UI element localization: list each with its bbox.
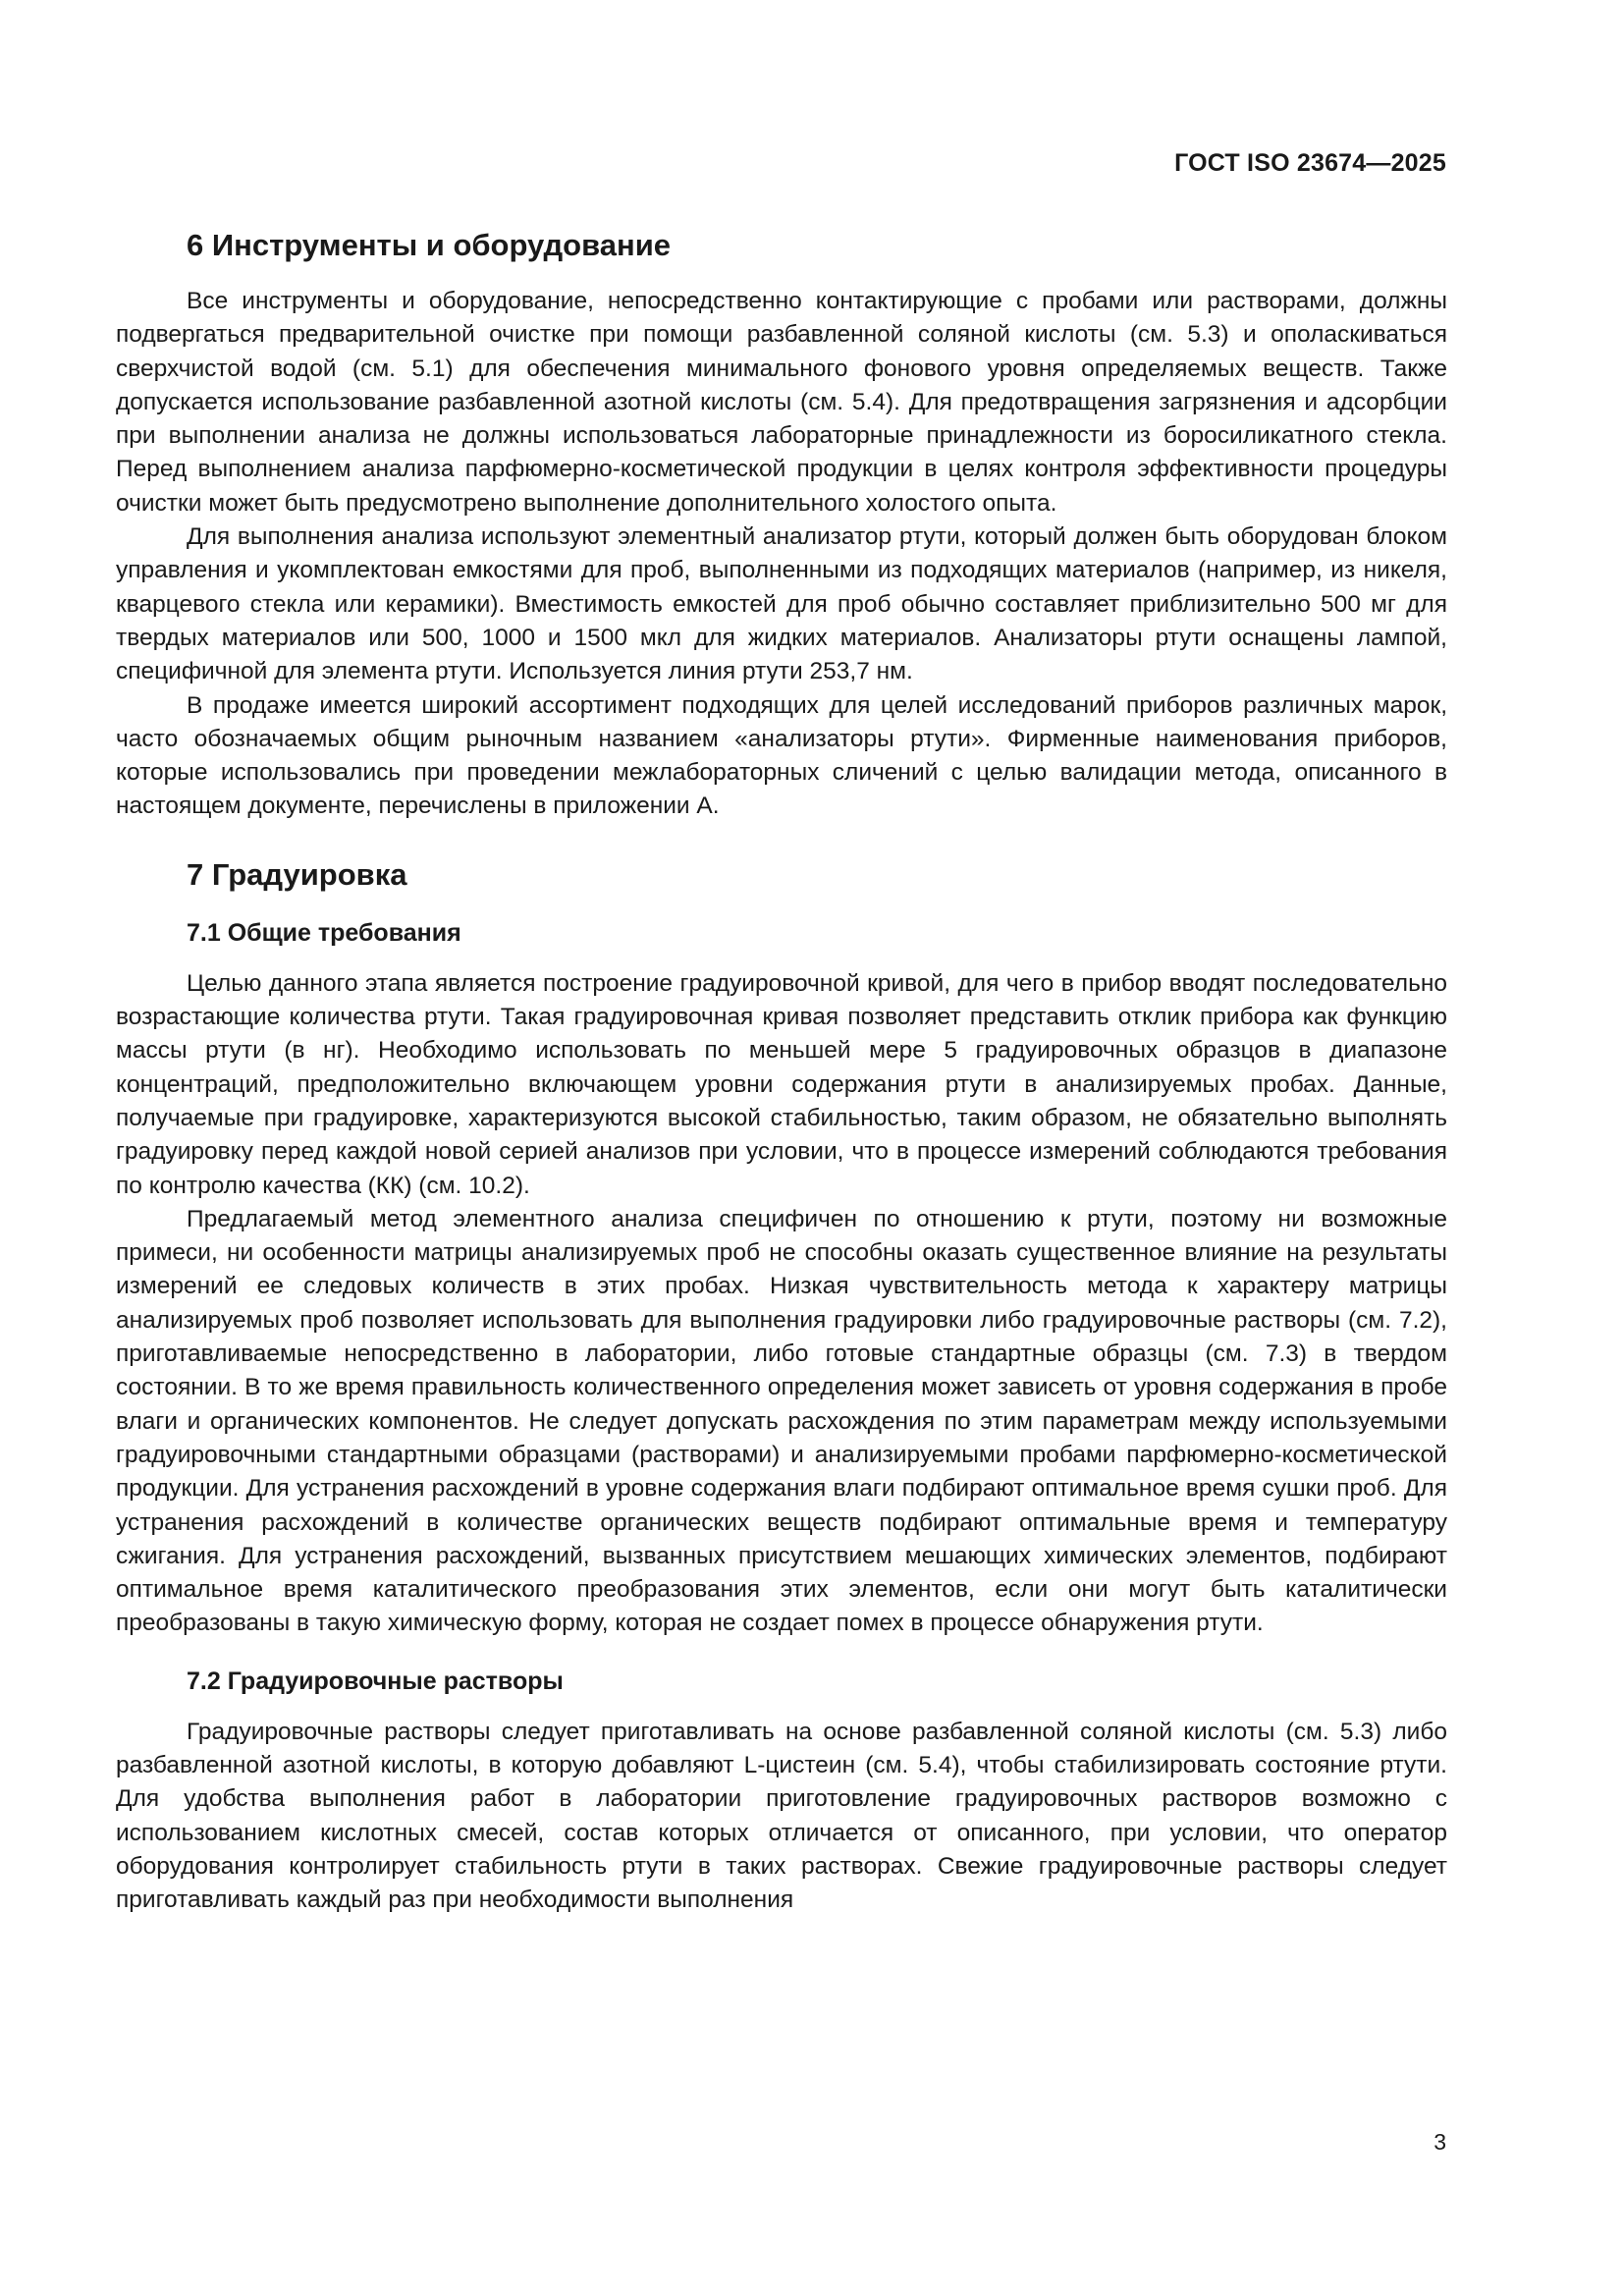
subsection-7-1-paragraph-2: Предлагаемый метод элементного анализа специфичен по отношению к ртути, поэтому ни возможные примеси, ни особенности матрицы анализируемых проб не способны оказать существенное влияние на результаты измерений ее следовых количеств в этих пробах. Низкая чувствительность метода к характеру матрицы анализируемых проб позволяет использовать для выполнения градуировки либо градуировочные растворы (см. 7.2), приготавливаемые непосредственно в лаборатории, либо готовые стандартные образцы (см. 7.3) в твердом состоянии. В то же время правильность количественного определения может зависеть от уровня содержания в пробе влаги и органических компонентов. Не следует допускать расхождения по этим параметрам между используемыми градуировочными стандартными образцами (растворами) и анализируемыми пробами парфюмерно-косметической продукции. Для устранения расхождений в уровне содержания влаги подбирают оптимальное время сушки проб. Для устранения расхождений в количестве органических веществ подбирают оптимальные время и температуру сжигания. Для устранения расхождений, вызванных присутствием мешающих химических элементов, подбирают оптимальное время каталитического преобразования этих элементов, если они могут быть каталитически преобразованы в такую химическую форму, которая не создает помех в процессе обнаружения ртути. [116,1205,1447,1637]
section-6-paragraph-2: Для выполнения анализа используют элементный анализатор ртути, который должен быть оборудован блоком управления и укомплектован емкостями для проб, выполненными из подходящих материалов (например, из никеля, кварцевого стекла или керамики). Вместимость емкостей для проб обычно составляет приблизительно 500 мг для твердых материалов или 500, 1000 и 1500 мкл для жидких материалов. Анализаторы ртути оснащены лампой, специфичной для элемента ртути. Используется линия ртути 253,7 нм. [116,523,1447,685]
section-6-title: 6 Инструменты и оборудование [187,228,672,262]
section-6-paragraph-3: В продаже имеется широкий ассортимент подходящих для целей исследований приборов различных марок, часто обозначаемых общим рыночным названием «анализаторы ртути». Фирменные наименования приборов, которые использовались при проведении межлабораторных сличений с целью валидации метода, описанного в настоящем документе, перечислены в приложении А. [116,691,1447,820]
page-number: 3 [1434,2129,1446,2155]
subsection-7-2-title: 7.2 Градуировочные растворы [187,1667,564,1695]
section-7-title: 7 Градуировка [187,856,407,892]
page-content [116,226,1447,1917]
subsection-7-2-paragraph-1: Градуировочные растворы следует приготавливать на основе разбавленной соляной кислоты (см. 5.3) либо разбавленной азотной кислоты, в которую добавляют L-цистеин (см. 5.4), чтобы стабилизировать состояние ртути. Для удобства выполнения работ в лаборатории приготовление градуировочных растворов возможно с использованием кислотных смесей, состав которых отличается от описанного, при условии, что оператор оборудования контролирует стабильность ртути в таких растворах. Свежие градуировочные растворы следует приготавливать каждый раз при необходимости выполнения [116,1718,1447,1914]
subsection-7-1-paragraph-1: Целью данного этапа является построение градуировочной кривой, для чего в прибор вводят последовательно возрастающие количества ртути. Такая градуировочная кривая позволяет представить отклик прибора как функцию массы ртути (в нг). Необходимо использовать по меньшей мере 5 градуировочных образцов в диапазоне концентраций, предположительно включающем уровни содержания ртути в анализируемых пробах. Данные, получаемые при градуировке, характеризуются высокой стабильностью, таким образом, не обязательно выполнять градуировку перед каждой новой серией анализов при условии, что в процессе измерений соблюдаются требования по контролю качества (КК) (см. 10.2). [116,969,1447,1199]
section-6-paragraph-1: Все инструменты и оборудование, непосредственно контактирующие с пробами или растворами, должны подвергаться предварительной очистке при помощи разбавленной соляной кислоты (см. 5.3) и ополаскиваться сверхчистой водой (см. 5.1) для обеспечения минимального фонового уровня определяемых веществ. Также допускается использование разбавленной азотной кислоты (см. 5.4). Для предотвращения загрязнения и адсорбции при выполнении анализа не должны использоваться лабораторные принадлежности из боросиликатного стекла. Перед выполнением анализа парфюмерно-косметической продукции в целях контроля эффективности процедуры очистки может быть предусмотрено выполнение дополнительного холостого опыта. [116,288,1447,517]
subsection-7-1-title: 7.1 Общие требования [187,918,461,947]
standard-code-header: ГОСТ ISO 23674—2025 [1174,149,1446,177]
